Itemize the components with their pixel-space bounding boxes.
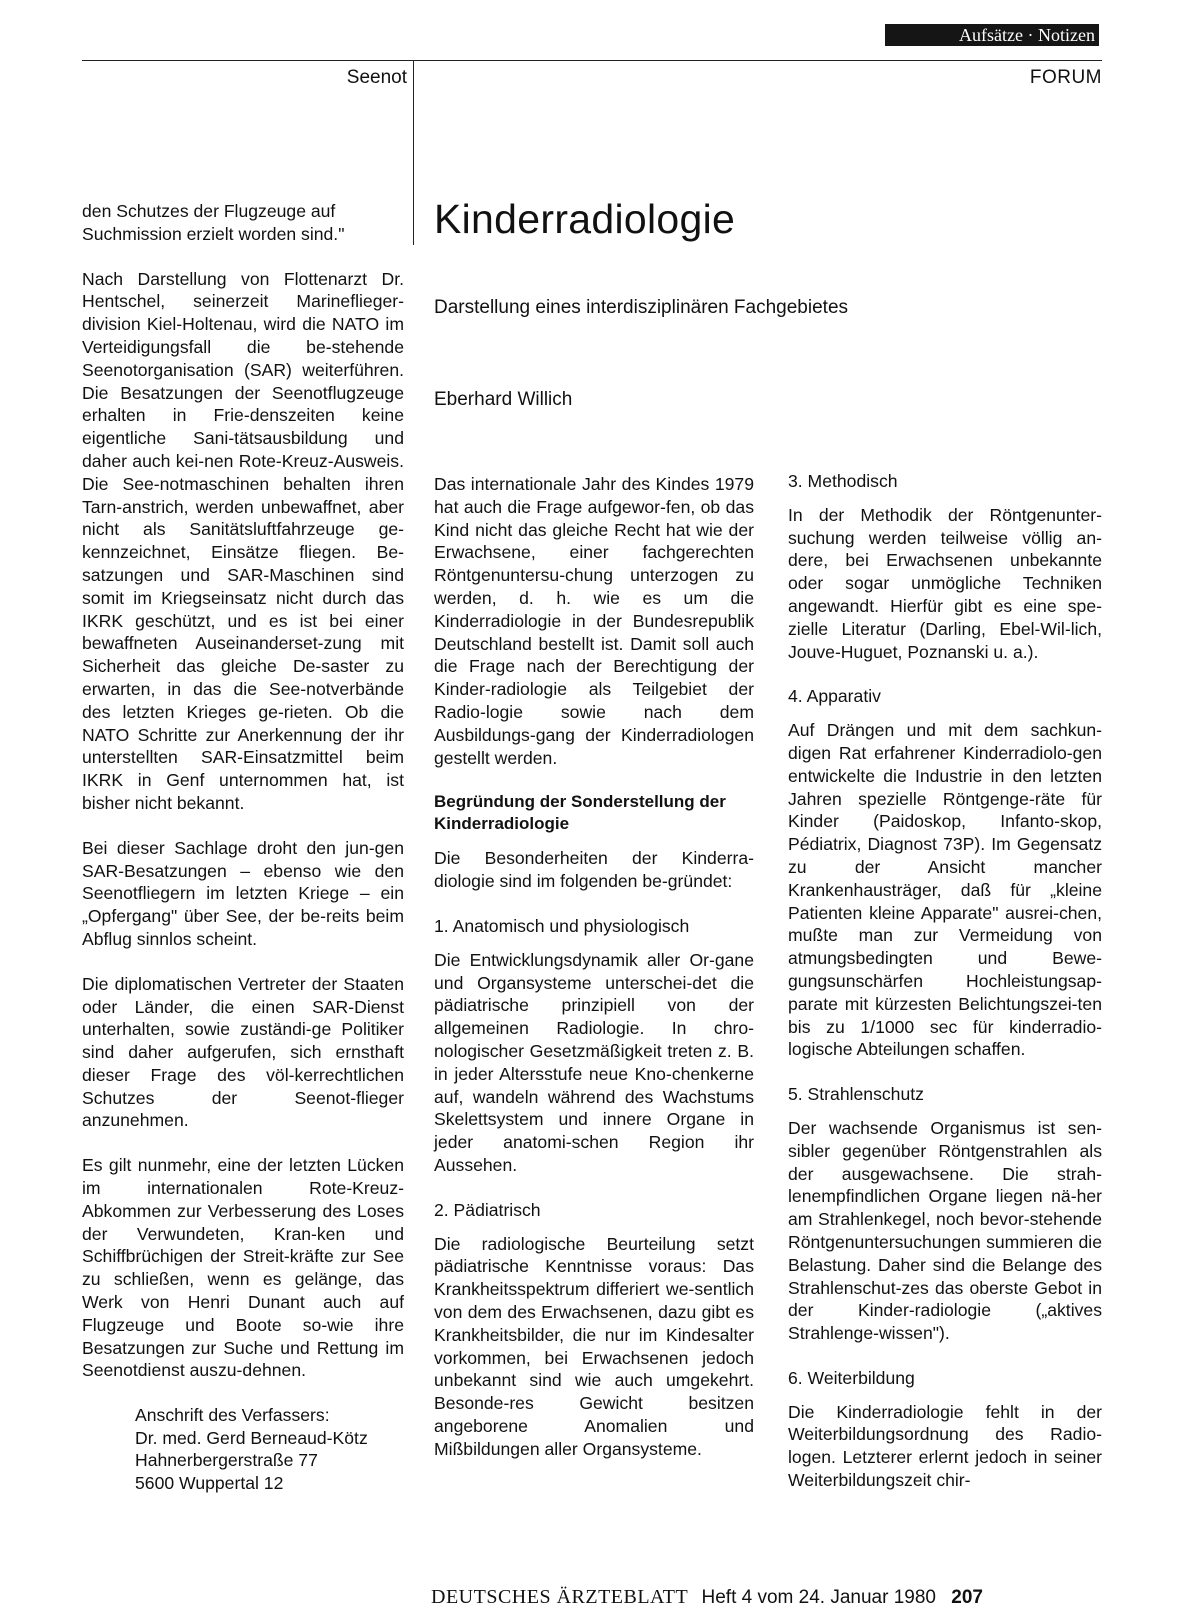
paragraph: Der wachsende Organismus ist sen-sibler gegenüber Röntgenstrahlen als der ausgewachsene. Die strah-lenempfindlichen Organe liegen nä-her am Strahlenkegel, noch bevor-stehende Röntgenuntersuchungen summieren die Belastung. Daher sind die Belange des Strahlenschut-zes das oberste Gebot in der Kinder-radiologie („aktives Strahlenge-wissen"). <box>788 1117 1102 1344</box>
rubric-label: Aufsätze · Notizen <box>885 24 1099 46</box>
article-subtitle: Darstellung eines interdisziplinären Fachgebietes <box>434 297 849 318</box>
address-line: Hahnerbergerstraße 77 <box>135 1450 318 1471</box>
article-title: Kinderradiologie <box>434 196 736 242</box>
address-line: Dr. med. Gerd Berneaud-Kötz <box>135 1427 368 1448</box>
section-heading: 6. Weiterbildung <box>788 1367 915 1388</box>
author-address <box>82 1404 404 1494</box>
paragraph: Es gilt nunmehr, eine der letzten Lücken im internationalen Rote-Kreuz-Abkommen zur Verbesserung des Loses der Verwundeten, Kran-ken und Schiffbrüchigen der Streit-kräfte zur See zu schließen, wenn es gelänge, das Werk von Henri Dunant auch auf Flugzeuge und Boote so-wie ihre Besatzungen zur Suche und Rettung im Seenotdienst auszu-dehnen. <box>82 1155 404 1381</box>
paragraph: Bei dieser Sachlage droht den jun-gen SAR-Besatzungen – ebenso wie den Seenotfliegern im letzten Kriege – ein „Opfergang" über See, der be-reits beim Abflug sinnlos scheint. <box>82 837 404 949</box>
paragraph: Die radiologische Beurteilung setzt pädiatrische Kenntnisse voraus: Das Krankheitsspektrum differiert we-sentlich von dem des Erwachsenen, dazu gibt es Krankheitsbilder, die nur im Kindesalter vorkommen, bei Erwachsenen jedoch unbekannt sind wie auch umgekehrt. Besonde-res Gewicht besitzen angeborene Anomalien und Mißbildungen aller Organsysteme. <box>434 1233 754 1459</box>
section-heading: 2. Pädiatrisch <box>434 1199 541 1220</box>
section-heading: 1. Anatomisch und physiologisch <box>434 915 690 936</box>
section-heading: 5. Strahlenschutz <box>788 1084 924 1105</box>
middle-column <box>434 473 754 1482</box>
section-heading: 3. Methodisch <box>788 471 898 491</box>
journal-name: DEUTSCHES ÄRZTEBLATT <box>431 1586 689 1608</box>
section-heading: 4. Apparativ <box>788 686 881 707</box>
page-footer <box>431 1586 1102 1609</box>
header-rule <box>82 60 1102 61</box>
address-line: 5600 Wuppertal 12 <box>135 1472 284 1493</box>
article-author: Eberhard Willich <box>434 389 573 410</box>
section-label-left: Seenot <box>346 67 407 88</box>
paragraph: Die diplomatischen Vertreter der Staaten oder Länder, die einen SAR-Dienst unterhalten, sowie zuständi-ge Politiker sind daher aufgerufen, sich ernsthaft dieser Frage des völ-kerrechtlichen Schutzes der Seenot-flieger anzunehmen. <box>82 973 404 1131</box>
issue-info: Heft 4 vom 24. Januar 1980 <box>701 1587 936 1608</box>
paragraph: Die Entwicklungsdynamik aller Or-gane und Organsysteme unterschei-det die pädiatrische prinzipiell von der allgemeinen Radiologie. In chro-nologischer Gesetzmäßigkeit treten z. B. in jeder Altersstufe neue Kno-chenkerne auf, wandeln während des Wachstums Skelettsystem und innere Organe in jeder anatomi-schen Region ihr Aussehen. <box>434 949 754 1175</box>
column-divider <box>413 60 414 245</box>
paragraph: Auf Drängen und mit dem sachkun-digen Rat erfahrener Kinderradiolo-gen entwickelte die Industrie in den letzten Jahren spezielle Röntgenge-räte für Kinder (Paidoskop, Infanto-skop, Pédiatrix, Diagnost 73P). Im Gegensatz zu der Ansicht mancher Krankenhausträger, daß für „kleine Patienten kleine Apparate" ausrei-chen, mußte man zur Vermeidung von atmungsbedingten und Bewe-gungsunschärfen Hochleistungsap-parate mit kürzesten Belichtungszei-ten bis zu 1/1000 sec für kinderradio-logische Abteilungen schaffen. <box>788 720 1102 1060</box>
page-number: 207 <box>951 1587 983 1608</box>
right-column <box>788 470 1102 1514</box>
paragraph: Nach Darstellung von Flottenarzt Dr. Hentschel, seinerzeit Marineflieger-division Kiel-Holtenau, wird die NATO im Verteidigungsfall die be-stehende Seenotorganisation (SAR) weiterführen. Die Besatzungen der Seenotflugzeuge erhalten in Frie-denszeiten keine eigentliche Sani-tätsausbildung und daher auch kei-nen Rote-Kreuz-Ausweis. Die See-notmaschinen behalten ihren Tarn-anstrich, werden unbewaffnet, aber nicht als Sanitätsluftfahrzeuge ge-kennzeichnet, Einsätze fliegen. Be-satzungen und SAR-Maschinen sind somit im Kriegseinsatz nicht durch das IKRK geschützt, und es ist bei einer bewaffneten Auseinanderset-zung mit Sicherheit das gleiche De-saster zu erwarten, in das die See-notverbände des letzten Krieges ge-rieten. Ob die NATO Schritte zur Anerkennung der ihr unterstellten SAR-Einsatzmittel beim IKRK in Genf unternommen hat, ist bisher nicht bekannt. <box>82 268 404 813</box>
address-line: Anschrift des Verfassers: <box>135 1405 330 1426</box>
subheading: Begründung der Sonderstellung der Kinderradiologie <box>434 792 726 834</box>
left-column <box>82 200 404 1494</box>
paragraph: den Schutzes der Flugzeuge auf Suchmission erzielt worden sind." <box>82 201 345 244</box>
paragraph: In der Methodik der Röntgenunter-suchung werden teilweise völlig an-dere, bei Erwachsenen unbekannte oder sogar unmögliche Techniken angewandt. Hierfür gibt es eine spe-zielle Literatur (Darling, Ebel-Wil-lich, Jouve-Huguet, Poznanski u. a.). <box>788 504 1102 662</box>
paragraph: Die Kinderradiologie fehlt in der Weiterbildungsordnung des Radio-logen. Letzterer erlernt jedoch in seiner Weiterbildungszeit chir- <box>788 1401 1102 1491</box>
section-label-right: FORUM <box>1029 67 1102 88</box>
intro-paragraph: Das internationale Jahr des Kindes 1979 hat auch die Frage aufgewor-fen, ob das Kind nicht das gleiche Recht hat wie der Erwachsene, einer fachgerechten Röntgenuntersu-chung unterzogen zu werden, d. h. wie es um die Kinderradiologie in der Bundesrepublik Deutschland bestellt ist. Damit soll auch die Frage nach der Berechtigung der Kinder-radiologie als Teilgebiet der Radio-logie sowie nach dem Ausbildungs-gang der Kinderradiologen gestellt werden. <box>434 474 754 768</box>
paragraph: Die Besonderheiten der Kinderra-diologie sind im folgenden be-gründet: <box>434 848 754 892</box>
